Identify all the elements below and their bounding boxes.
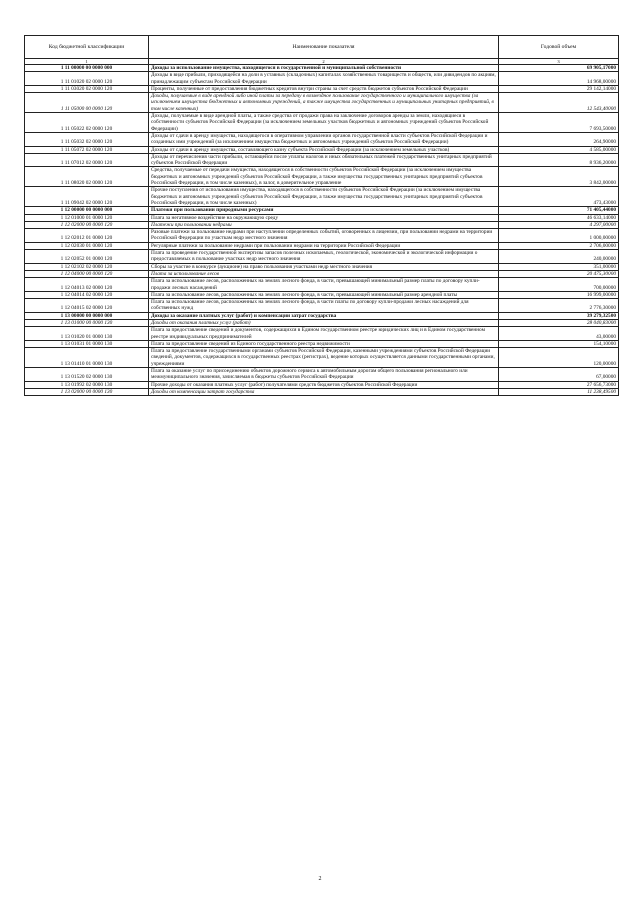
row-code: 1 12 04015 02 0000 120 <box>25 299 149 313</box>
row-code: 1 11 05072 02 0000 120 <box>25 146 149 153</box>
row-name: Доходы от сдачи в аренду имущества, составляющего казну субъекта Российской Федерации (за исключением земельных участков) <box>149 146 499 153</box>
table-row <box>25 368 619 382</box>
row-name: Плата за использование лесов, расположенных на землях лесного фонда, в части платы по договору купли-продажи лесных насаждений для собственных нужд <box>149 299 499 313</box>
row-amount: 7 693,50000 <box>499 113 619 133</box>
table-row <box>25 65 619 72</box>
table-row <box>25 242 619 249</box>
row-name: Доходы от сдачи в аренду имущества, находящегося в оперативном управлении органов государственной власти субъектов Российской Федерации и созданных ими учреждений (за исключением имущества бюджетных и автономных учреждений субъектов Российской Федерации) <box>149 132 499 146</box>
header-num-2: 2 <box>149 59 499 65</box>
row-code: 1 12 00000 00 0000 000 <box>25 207 149 214</box>
row-code: 1 13 01000 00 0000 130 <box>25 319 149 326</box>
row-name: Проценты, полученные от предоставления бюджетных кредитов внутри страны за счет средств бюджетов субъектов Российской Федерации <box>149 85 499 92</box>
row-amount: 351,00000 <box>499 263 619 270</box>
table-row <box>25 250 619 264</box>
table-row <box>25 72 619 86</box>
row-amount: 16 999,00000 <box>499 291 619 298</box>
table-row <box>25 299 619 313</box>
row-amount: 4 297,00000 <box>499 221 619 228</box>
row-name: Плата за проведение государственной экспертизы запасов полезных ископаемых, геологической, экономической и экологической информации о предоставляемых в пользование участках недр местного значения <box>149 250 499 264</box>
table-row <box>25 270 619 277</box>
table-row <box>25 229 619 243</box>
row-name: Доходы, получаемые в виде арендной платы, а также средства от продажи права на заключение договоров аренды за земли, находящиеся в собственности субъектов Российской Федерации (за исключением земельных участков бюджетных и автономных учреждений субъектов Российской Федерации) <box>149 113 499 133</box>
row-code: 1 11 07012 02 0000 120 <box>25 153 149 167</box>
row-amount: 14 968,00000 <box>499 72 619 86</box>
row-amount: 39 279,32500 <box>499 312 619 319</box>
table-row <box>25 291 619 298</box>
table-row <box>25 93 619 113</box>
row-amount: 71 405,44000 <box>499 207 619 214</box>
table-row <box>25 146 619 153</box>
table-row <box>25 388 619 395</box>
row-name: Плата за предоставление государственными органами субъектов Российской Федерации, казенными учреждениями субъектов Российской Федерации сведений, документов, содержащихся в государственных реестрах (регистрах), ведение которых осуществляется данными государственными органами, учреждениями <box>149 348 499 368</box>
row-code: 1 12 02030 01 0000 120 <box>25 242 149 249</box>
row-code: 1 12 01000 01 0000 120 <box>25 214 149 221</box>
row-code: 1 12 04013 02 0000 120 <box>25 278 149 292</box>
header-num-1: 1 <box>25 59 149 65</box>
row-name: Плата за предоставление сведений и документов, содержащихся в Едином государственном реестре юридических лиц и в Едином государственном реестре индивидуальных предпринимателей <box>149 327 499 341</box>
row-amount: 43,00000 <box>499 327 619 341</box>
row-amount: 27 656,73000 <box>499 381 619 388</box>
row-name: Плата за негативное воздействие на окружающую среду <box>149 214 499 221</box>
row-amount: 8 936,20000 <box>499 153 619 167</box>
row-code: 1 13 00000 00 0000 000 <box>25 312 149 319</box>
row-amount: 700,00000 <box>499 278 619 292</box>
row-name: Плата за использование лесов, расположенных на землях лесного фонда, в части, превышающей минимальный размер платы по договору купли-продажи лесных насаждений <box>149 278 499 292</box>
row-name: Доходы от перечисления части прибыли, остающейся после уплаты налогов и иных обязательных платежей государственных унитарных предприятий субъектов Российской Федерации <box>149 153 499 167</box>
table-row <box>25 327 619 341</box>
row-code: 1 13 01031 01 0000 130 <box>25 340 149 347</box>
row-code: 1 11 05000 00 0000 120 <box>25 93 149 113</box>
row-name: Платежи при пользовании недрами <box>149 221 499 228</box>
row-amount: 2 706,00000 <box>499 242 619 249</box>
row-amount: 4 585,00000 <box>499 146 619 153</box>
table-row <box>25 153 619 167</box>
row-name: Плата за предоставление сведений из Единого государственного реестра недвижимости <box>149 340 499 347</box>
row-code: 1 12 02102 02 0000 120 <box>25 263 149 270</box>
table-row <box>25 340 619 347</box>
row-code: 1 12 04014 02 0000 120 <box>25 291 149 298</box>
row-amount: 28 040,83000 <box>499 319 619 326</box>
table-row <box>25 312 619 319</box>
row-name: Регулярные платежи за пользование недрами при пользовании недрами на территории Российской Федерации <box>149 242 499 249</box>
table-row <box>25 167 619 187</box>
row-amount: 67,00000 <box>499 368 619 382</box>
row-name: Доходы за оказание платных услуг (работ) и компенсации затрат государства <box>149 312 499 319</box>
table-row <box>25 187 619 207</box>
table-row <box>25 207 619 214</box>
row-amount: 12 543,40000 <box>499 93 619 113</box>
table-row <box>25 214 619 221</box>
header-amount: Годовой объем <box>499 36 619 59</box>
table-row <box>25 85 619 92</box>
row-code: 1 13 02000 00 0000 130 <box>25 388 149 395</box>
table-row <box>25 113 619 133</box>
row-name: Плата за оказание услуг по присоединению объектов дорожного сервиса к автомобильным дорогам общего пользования регионального или межмуниципального значения, зачисляемая в бюджеты субъектов Российской Федерации <box>149 368 499 382</box>
row-name: Доходы от компенсации затрат государства <box>149 388 499 395</box>
row-code: 1 11 08020 02 0000 120 <box>25 167 149 187</box>
header-code: Код бюджетной классификации <box>25 36 149 59</box>
row-name: Сборы за участие в конкурсе (аукционе) на право пользования участками недр местного значения <box>149 263 499 270</box>
row-name: Средства, получаемые от передачи имущества, находящегося в собственности субъектов Российской Федерации (за исключением имущества бюджетных и автономных учреждений субъектов Российской Федерации, а также имущества государственных унитарных предприятий субъектов Российской Федерации, в том числе казенных), в залог, в доверительное управление <box>149 167 499 187</box>
row-code: 1 13 01992 02 0000 130 <box>25 381 149 388</box>
row-name: Доходы от оказания платных услуг (работ) <box>149 319 499 326</box>
row-name: Разовые платежи за пользование недрами при наступлении определенных событий, оговоренных в лицензии, при пользовании недрами на территории Российской Федерации по участкам недр местного значения <box>149 229 499 243</box>
row-code: 1 11 00000 00 0000 000 <box>25 65 149 72</box>
row-amount: 29 142,14000 <box>499 85 619 92</box>
header-num-3: 3 <box>499 59 619 65</box>
row-amount: 240,00000 <box>499 250 619 264</box>
row-name: Доходы за использование имущества, находящегося в государственной и муниципальной собственности <box>149 65 499 72</box>
row-amount: 69 905,17000 <box>499 65 619 72</box>
table-row <box>25 132 619 146</box>
row-amount: 120,00000 <box>499 348 619 368</box>
row-name: Платежи при пользовании природными ресурсами <box>149 207 499 214</box>
row-code: 1 13 01520 02 0000 130 <box>25 368 149 382</box>
table-row <box>25 348 619 368</box>
row-name: Плата за использование лесов <box>149 270 499 277</box>
row-code: 1 11 05032 02 0000 120 <box>25 132 149 146</box>
table-row <box>25 319 619 326</box>
table-row <box>25 263 619 270</box>
page-number: 2 <box>318 876 322 882</box>
row-code: 1 11 03020 02 0000 120 <box>25 85 149 92</box>
row-amount: 473,43000 <box>499 187 619 207</box>
row-amount: 20 475,30000 <box>499 270 619 277</box>
row-amount: 11 238,49500 <box>499 388 619 395</box>
row-code: 1 12 02012 01 0000 120 <box>25 229 149 243</box>
row-name: Прочие доходы от оказания платных услуг (работ) получателями средств бюджетов субъектов Российской Федерации <box>149 381 499 388</box>
row-amount: 154,10000 <box>499 340 619 347</box>
row-amount: 264,90000 <box>499 132 619 146</box>
row-name: Доходы в виде прибыли, приходящейся на доли в уставных (складочных) капиталах хозяйственных товариществ и обществ, или дивидендов по акциям, принадлежащим субъектам Российской Федерации <box>149 72 499 86</box>
row-code: 1 12 02052 01 0000 120 <box>25 250 149 264</box>
row-code: 1 11 05022 02 0000 120 <box>25 113 149 133</box>
table-row <box>25 278 619 292</box>
row-amount: 3 842,00000 <box>499 167 619 187</box>
header-name: Наименование показателя <box>149 36 499 59</box>
row-code: 1 13 01410 01 0000 130 <box>25 348 149 368</box>
row-code: 1 12 04000 00 0000 120 <box>25 270 149 277</box>
budget-table <box>24 35 619 396</box>
table-row <box>25 381 619 388</box>
row-name: Плата за использование лесов, расположенных на землях лесного фонда, в части, превышающей минимальный размер арендной платы <box>149 291 499 298</box>
row-amount: 46 633,14000 <box>499 214 619 221</box>
row-amount: 2 776,30000 <box>499 299 619 313</box>
table-row <box>25 221 619 228</box>
header-row <box>25 36 619 59</box>
row-code: 1 11 01020 02 0000 120 <box>25 72 149 86</box>
row-code: 1 13 01020 01 0000 130 <box>25 327 149 341</box>
row-name: Прочие поступления от использования имущества, находящегося в собственности субъектов Российской Федерации (за исключением имущества бюджетных и автономных учреждений субъектов Российской Федерации, а также имущества государственных унитарных предприятий субъектов Российской Федерации, в том числе казенных) <box>149 187 499 207</box>
row-code: 1 12 02000 00 0000 120 <box>25 221 149 228</box>
row-name: Доходы, получаемые в виде арендной либо иной платы за передачу в возмездное пользование государственного и муниципального имущества (за исключением имущества бюджетных и автономных учреждений, а также имущества государственных и муниципальных унитарных предприятий, в том числе казенных) <box>149 93 499 113</box>
row-code: 1 11 09042 02 0000 120 <box>25 187 149 207</box>
row-amount: 1 000,00000 <box>499 229 619 243</box>
